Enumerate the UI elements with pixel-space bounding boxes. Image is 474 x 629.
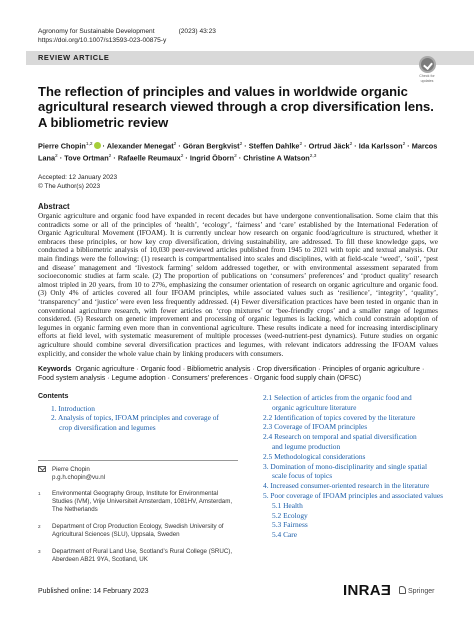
toc-entry[interactable]: scale focus of topics [272, 471, 333, 481]
author-affiliation-ref: 2 [299, 142, 303, 147]
author-name[interactable]: Ingrid Öborn [189, 153, 235, 163]
correspondence-email[interactable]: p.g.h.chopin@vu.nl [52, 474, 106, 481]
author-name[interactable]: Pierre Chopin [38, 141, 86, 151]
keywords [38, 365, 438, 383]
keywords-text: Organic agriculture · Organic food · Bibliometric analysis · Crop diversification · Principles of organic agriculture · Food system analysis · Legume adoption · Consumers’ preferences · Organic food supply chain (OFSC) [38, 366, 425, 382]
copyright-line: © The Author(s) 2023 [38, 183, 101, 190]
toc-entry[interactable]: crop diversification and legumes [59, 422, 156, 432]
toc-entry[interactable]: 3. Domination of mono-disciplinarity and single spatial [263, 461, 428, 471]
author-affiliation-ref: 2 [239, 142, 243, 147]
article-type-band [26, 51, 474, 65]
correspondence-name: Pierre Chopin [52, 466, 90, 473]
toc-entry[interactable]: 5.1 Health [272, 500, 303, 510]
springer-logo [399, 586, 434, 595]
affiliation-number: 3 [38, 549, 41, 554]
affiliation-text: Environmental Geography Group, Institute for Environmental Studies (IVM), Vrije Universiteit Amsterdam, 1081HV, Amsterdam, The Netherlands [52, 490, 233, 513]
author-affiliation-ref: 2 [234, 154, 237, 160]
journal-volume: (2023) 43:23 [178, 28, 216, 35]
toc-right-column [263, 393, 443, 540]
author-separator: · [111, 153, 118, 163]
springer-horse-icon [399, 586, 406, 594]
author-affiliation-ref: 2 [402, 142, 406, 147]
author-name[interactable]: Alexander Menegat [106, 141, 174, 151]
affiliation-2 [38, 523, 238, 539]
toc-entry[interactable]: 1. Introduction [51, 404, 95, 413]
author-affiliation-ref: 2 [173, 142, 177, 147]
toc-entry[interactable]: 2.4 Research on temporal and spatial diversification [263, 432, 417, 442]
affiliation-number: 1 [38, 491, 41, 496]
toc-entry[interactable]: 4. Increased consumer-oriented research in the literature [263, 481, 430, 491]
toc-entry[interactable]: organic agriculture literature [272, 402, 357, 412]
toc-left-column [51, 404, 231, 432]
orcid-icon[interactable] [94, 142, 101, 149]
toc-entry[interactable]: 5. Poor coverage of IFOAM principles and associated values [263, 490, 443, 500]
author-list [38, 139, 438, 164]
author-affiliation-ref: 2 [180, 154, 184, 160]
author-name[interactable]: Ortrud Jäck [308, 141, 350, 151]
author-affiliation-ref: 2 [55, 154, 58, 160]
correspondence [38, 466, 105, 482]
keywords-label: Keywords [38, 366, 72, 373]
author-name[interactable]: Tove Ortman [64, 153, 109, 163]
article-title: The reflection of principles and values in worldwide organic agricultural research viewed through a crop diversification lens. A bibliometric review [38, 84, 434, 130]
toc-entry[interactable]: 2.1 Selection of articles from the organic food and [263, 393, 412, 402]
affiliation-number: 2 [38, 524, 41, 529]
author-separator: · [242, 141, 249, 151]
check-updates-line1: Check for [419, 74, 435, 78]
accepted-date: Accepted: 12 January 2023 [38, 174, 118, 181]
toc-entry[interactable]: 2.2 Identification of topics covered by the literature [263, 412, 416, 422]
affiliation-text: Department of Crop Production Ecology, Swedish University of Agricultural Sciences (SLU), Uppsala, Sweden [52, 523, 224, 538]
author-name[interactable]: Rafaelle Reumaux [117, 153, 181, 163]
toc-entry[interactable]: 5.3 Fairness [272, 520, 308, 530]
author-separator: · [176, 141, 183, 151]
author-separator: · [183, 153, 190, 163]
article-type-label: REVIEW ARTICLE [38, 53, 110, 62]
author-separator: · [236, 153, 244, 163]
affiliation-1 [38, 490, 238, 514]
author-name[interactable]: Marcos Lana [38, 141, 438, 163]
author-affiliation-ref: 1,2 [85, 142, 93, 147]
toc-entry[interactable]: and legume production [272, 441, 341, 451]
author-affiliation-ref: 2,3 [309, 154, 317, 160]
springer-label: Springer [408, 588, 435, 595]
author-separator: · [405, 141, 412, 151]
author-name[interactable]: Christine A Watson [243, 153, 310, 163]
doi-link[interactable]: https://doi.org/10.1007/s13593-023-00875-y [38, 37, 167, 44]
affiliation-3 [38, 548, 238, 564]
inrae-logo: INRAƎ [343, 582, 392, 599]
author-separator: · [302, 141, 309, 151]
toc-entry[interactable]: 5.4 Care [272, 530, 298, 540]
author-affiliation-ref: 2 [108, 154, 112, 160]
check-for-updates-badge[interactable] [416, 56, 438, 83]
author-name[interactable]: Göran Bergkvist [182, 141, 240, 151]
toc-entry[interactable]: 2. Analysis of topics, IFOAM principles and coverage of [51, 413, 219, 423]
author-separator: · [57, 153, 65, 163]
toc-entry[interactable]: 2.5 Methodological considerations [263, 451, 366, 461]
author-separator: · [352, 141, 359, 151]
published-online: Published online: 14 February 2023 [38, 588, 149, 595]
check-updates-icon [419, 56, 436, 73]
contents-heading: Contents [38, 393, 69, 400]
author-affiliation-ref: 2 [349, 142, 353, 147]
journal-name: Agronomy for Sustainable Development [38, 28, 155, 35]
journal-header [38, 27, 216, 45]
check-updates-line2: updates [420, 79, 434, 83]
envelope-icon [38, 466, 46, 472]
author-name[interactable]: Steffen Dahlke [248, 141, 300, 151]
toc-entry[interactable]: 5.2 Ecology [272, 510, 308, 520]
article-dates [38, 173, 117, 191]
author-name[interactable]: Ida Karlsson [358, 141, 403, 151]
author-separator: · [100, 141, 107, 151]
toc-entry[interactable]: 2.3 Coverage of IFOAM principles [263, 422, 368, 432]
footnote-divider [38, 460, 238, 461]
abstract-text: Organic agriculture and organic food have expanded in recent decades but have undergone conventionalisation. Some claim that this contradicts some or all of the principles of ‘health’, ‘ecology’, ‘fairness’ and ‘care’ established by the International Federation of Organic Agricultural Movement (IFOAM). It is currently unclear how research on organic food/agriculture is structured, whether it embraces these principles, or how key crop diversification, driving sustainability, are addressed. To fill these knowledge gaps, we conducted a bibliometric analysis of 10,030 peer-reviewed articles published from 1945 to 2021 with topic and textual analysis. Our main findings were the following: (1) research is compartmentalised into scales and disciplines, with at field-scale ‘weed’, ‘soil’, ‘pest and disease’ management and ‘livestock farming’ seldom addressed together, or with environmental assessment separated from socioeconomic studies at farm scale. (2) The proportion of publications on ‘consumers’ preferences’ and ‘product quality’ research almost tripled in 20 years, from 10 to 27%, emphasizing the consumer orientation of research on organic agriculture and organic food. (3) Only 4% of articles covered all four IFOAM principles, while associated values such as ‘resilience’, ‘integrity’, ‘quality’, ‘transparency’ and ‘justice’ were even less frequently addressed. (4) Fewer diversification practices have been tested in organic than in conventional agriculture research, with fewer articles on ‘crop mixtures’ or ‘bee-friendly crops’ and a smaller range of legumes considered. (5) Research on genetic improvement and processing of organic legumes is lacking, which could constrain adoption of legumes in organic farming even more than in conventional agriculture. These results indicate a need for increasing interdisciplinary efforts at field level, with systematic measurement of multiple processes (weed-nutrient-pest dynamics). Future studies on organic agriculture should combine several diversification practices and legumes, with relevant indicators addressing the IFOAM values explicitly, and consider the whole value chain by linking producers with consumers. [38, 211, 438, 358]
affiliation-text: Department of Rural Land Use, Scotland’s Rural College (SRUC), Aberdeen AB21 9YA, Scotland, UK [52, 548, 233, 563]
abstract-heading: Abstract [38, 202, 70, 211]
